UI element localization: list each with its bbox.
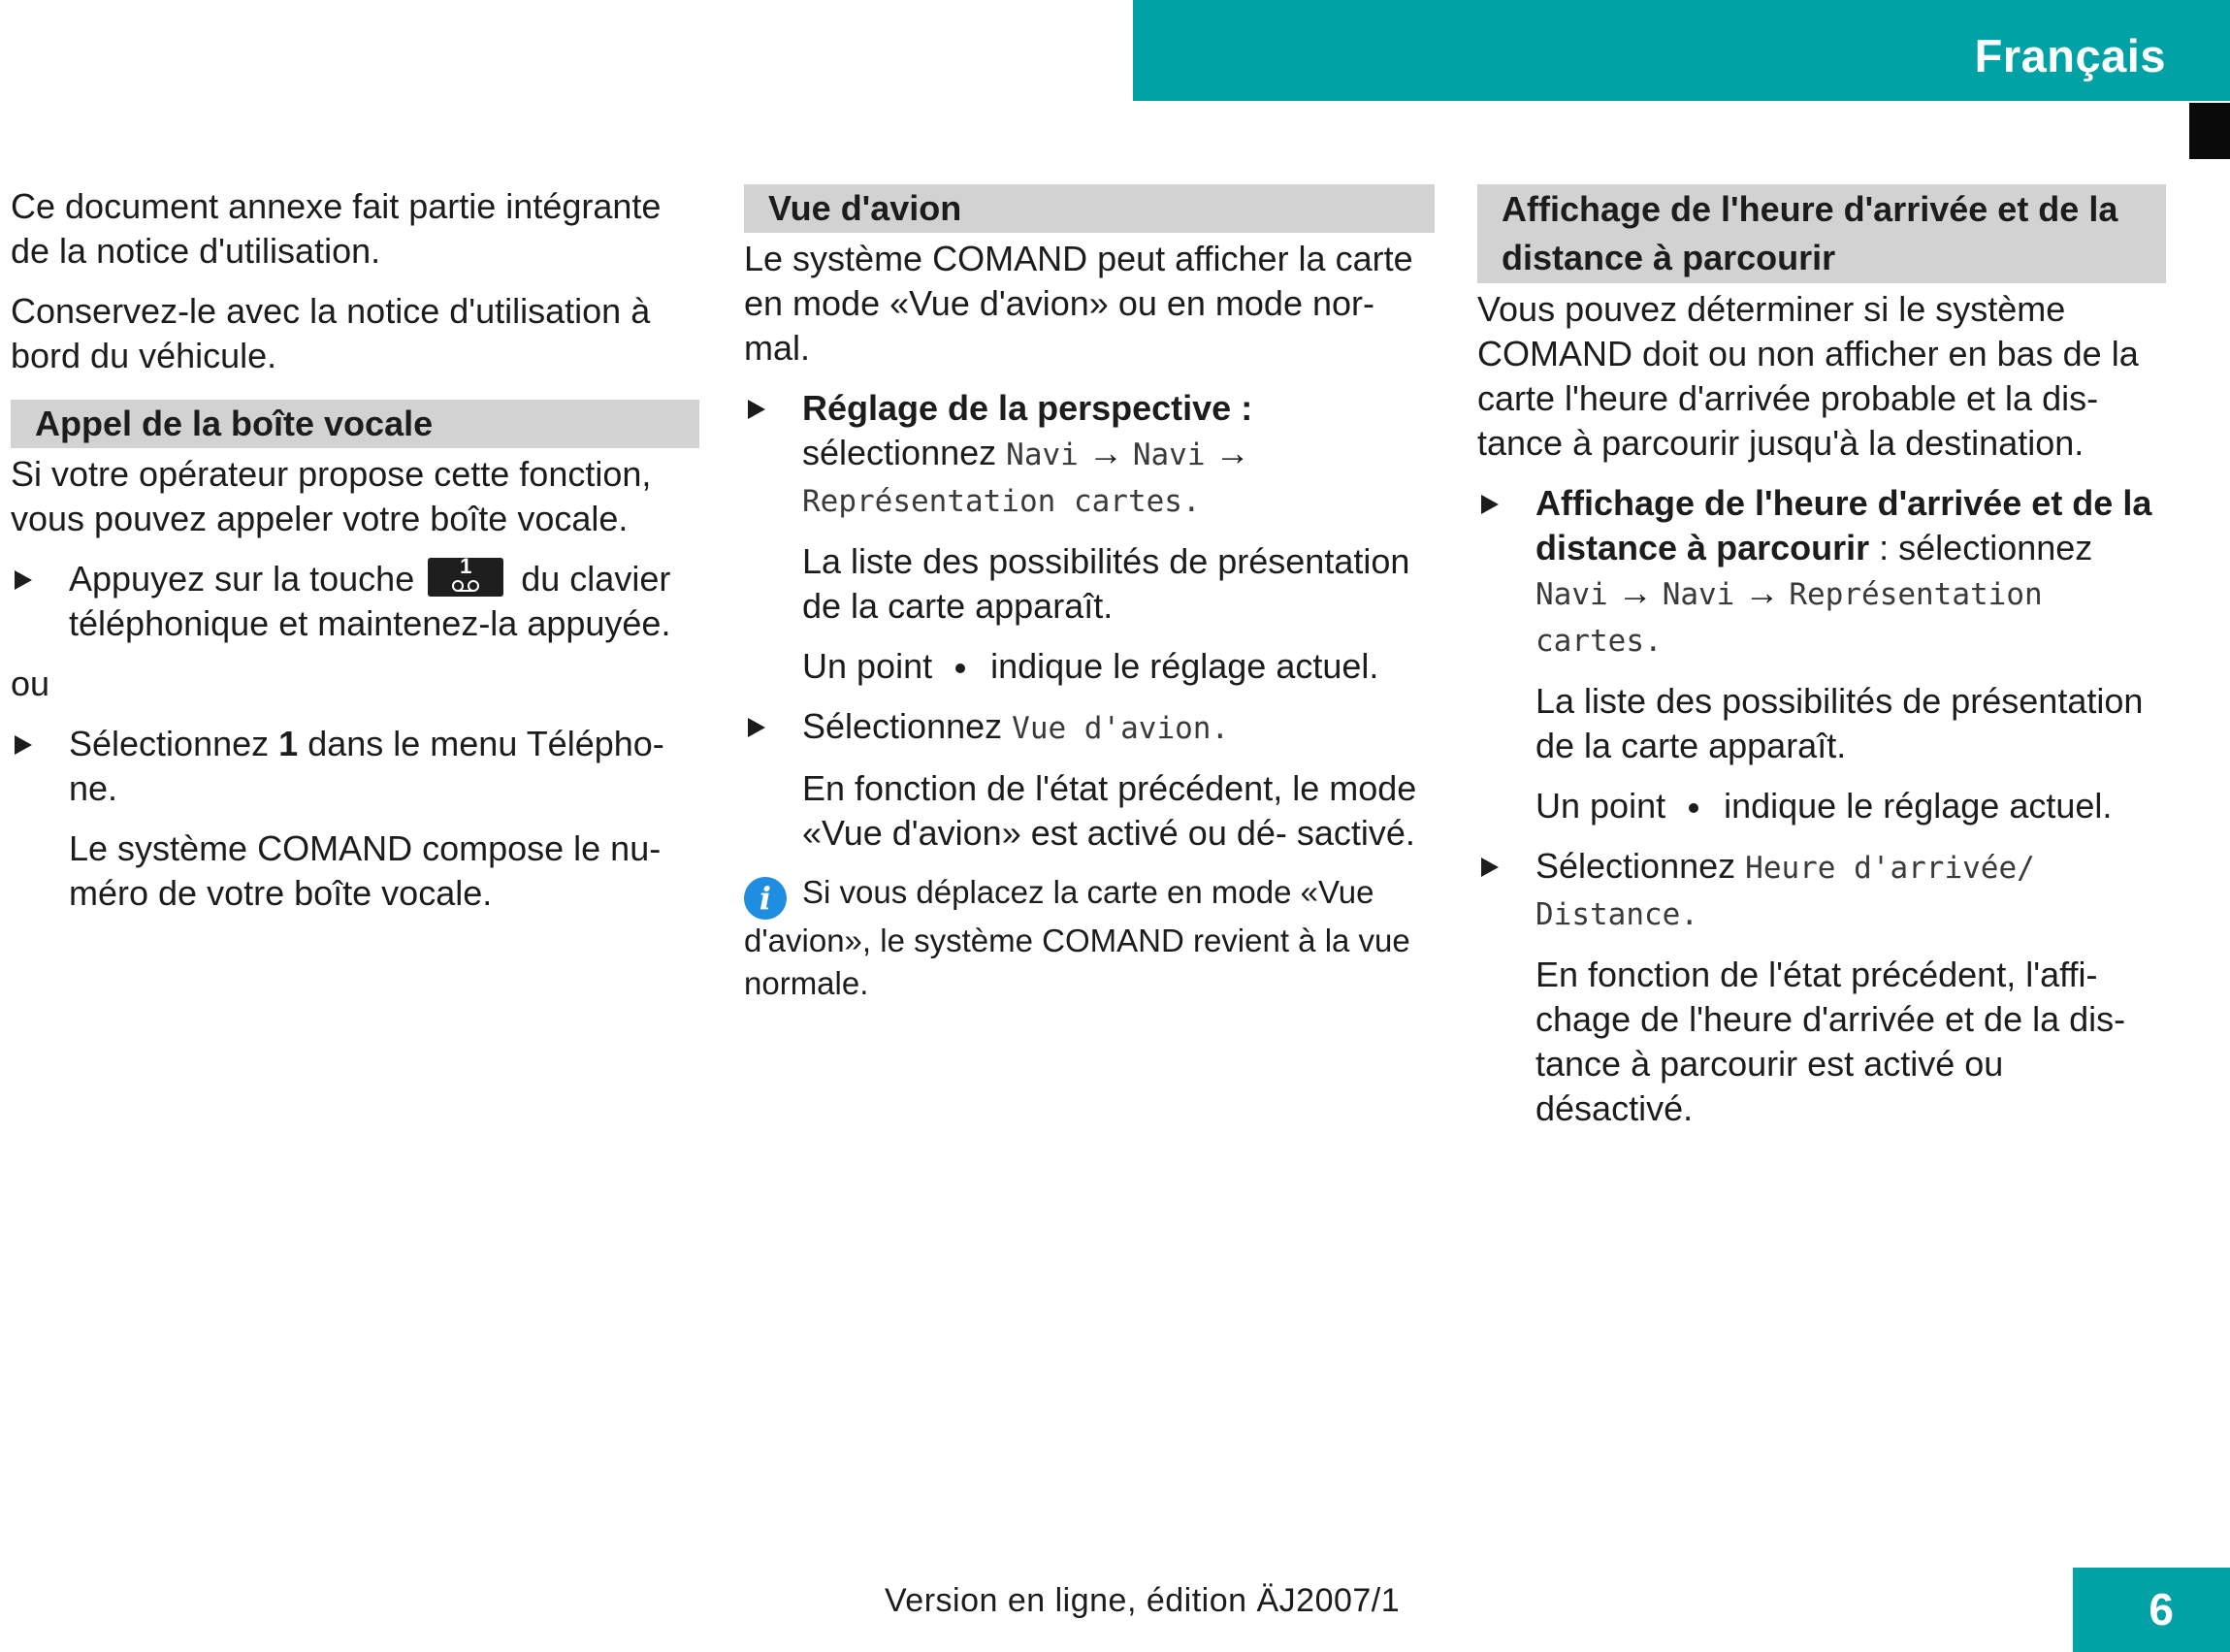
thumb-index-tab <box>2189 103 2230 159</box>
step-text: du clavier téléphonique et maintenez-la appuyée. <box>69 559 671 643</box>
list-appears-text: La liste des possibilités de présentation de la carte apparaît. <box>1535 681 2144 765</box>
step-press-key <box>11 554 699 646</box>
column-1 <box>11 184 699 931</box>
page-number: 6 <box>2073 1568 2230 1652</box>
step-arrow-icon <box>748 400 765 419</box>
step-arrow-icon <box>1481 495 1499 514</box>
info-icon: i <box>744 877 787 920</box>
arrow-icon: → <box>1744 572 1780 612</box>
arrow-icon: → <box>1617 572 1653 612</box>
menu-path-item: Navi <box>1006 437 1079 472</box>
step-arrow-icon <box>15 570 32 590</box>
menu-path-item: Représentation cartes <box>802 484 1182 519</box>
step-text: Sélectionnez <box>802 706 1003 746</box>
step-result: En fonction de l'état précédent, l'affi- chage de l'heure d'arrivée et de la dis- tance à parcourir est activé ou désactivé. <box>1535 955 2126 1128</box>
step-perspective <box>744 386 1435 524</box>
intro-paragraph-2: Conservez-le avec la notice d'utilisation à bord du véhicule. <box>11 291 651 375</box>
list-appears-text: La liste des possibilités de présentation de la carte apparaît. <box>802 541 1410 626</box>
intro-paragraph-1: Ce document annexe fait partie intégrante de la notice d'utilisation. <box>11 186 662 271</box>
point-text: indique le réglage actuel. <box>1724 786 2113 826</box>
point-text: Un point <box>802 646 933 686</box>
voicemail-icon <box>451 579 480 593</box>
menu-path-item: Heure d'arrivée/ Distance <box>1535 851 2035 932</box>
info-note <box>744 871 1435 1005</box>
or-text: ou <box>11 664 50 703</box>
current-setting-text <box>744 644 1435 689</box>
current-setting-text <box>1477 784 2166 828</box>
arrow-icon: → <box>1214 433 1250 472</box>
step-bold-title: Réglage de la perspective : <box>802 388 1253 428</box>
column-3 <box>1477 184 2166 1147</box>
step-result: Le système COMAND compose le nu- méro de votre boîte vocale. <box>69 828 662 913</box>
step-text: dans le menu Télépho- ne. <box>69 724 664 808</box>
info-text: Si vous déplacez la carte en mode «Vue d'avion», le système COMAND revient à la vue normale. <box>744 874 1410 1001</box>
section-heading-aerial-view: Vue d'avion <box>744 184 1435 233</box>
step-arrival-display <box>1477 481 2166 664</box>
step-bold-number: 1 <box>278 724 299 763</box>
arrival-time-paragraph: Vous pouvez déterminer si le système COMAND doit ou non afficher en bas de la carte l'heure d'arrivée probable et la dis- tance à parcourir jusqu'à la destination. <box>1477 289 2139 463</box>
menu-path-item: Représentation cartes <box>1535 577 2043 659</box>
voicemail-key-icon <box>428 554 503 597</box>
point-text: indique le réglage actuel. <box>990 646 1379 686</box>
arrow-icon: → <box>1087 433 1123 472</box>
period: . <box>1211 711 1230 746</box>
step-text: Sélectionnez <box>1535 846 1736 886</box>
step-arrow-icon <box>748 718 765 737</box>
bullet-dot-icon <box>1689 803 1698 813</box>
menu-path-item: Navi <box>1662 577 1735 612</box>
step-result: En fonction de l'état précédent, le mode «Vue d'avion» est activé ou dé- sactivé. <box>802 768 1417 853</box>
aerial-view-paragraph: Le système COMAND peut afficher la carte en mode «Vue d'avion» ou en mode nor- mal. <box>744 239 1413 368</box>
step-select-menu <box>11 722 699 811</box>
step-bold-title: Affichage de l'heure d'arrivée et de la distance à parcourir <box>1535 483 2152 567</box>
step-text: Appuyez sur la touche <box>69 559 415 599</box>
menu-path-item: Navi <box>1132 437 1206 472</box>
step-text: sélectionnez <box>802 433 997 472</box>
step-arrow-icon <box>15 735 32 755</box>
step-arrow-icon <box>1481 858 1499 877</box>
step-select-aerial-view <box>744 704 1435 751</box>
footer-version: Version en ligne, édition ÄJ2007/1 <box>885 1582 1401 1619</box>
voicemail-paragraph: Si votre opérateur propose cette fonction, vous pouvez appeler votre boîte vocale. <box>11 454 652 538</box>
step-text: Sélectionnez <box>69 724 270 763</box>
section-heading-voicemail: Appel de la boîte vocale <box>11 400 699 448</box>
step-select-arrival-distance <box>1477 844 2166 937</box>
period: . <box>1643 624 1663 659</box>
section-heading-arrival-time: Affichage de l'heure d'arrivée et de la distance à parcourir <box>1477 184 2166 283</box>
language-label: Français <box>1974 30 2166 81</box>
column-2 <box>744 184 1435 1005</box>
point-text: Un point <box>1535 786 1666 826</box>
period: . <box>1181 484 1201 519</box>
menu-path-item: Vue d'avion <box>1012 711 1212 746</box>
menu-path-item: Navi <box>1535 577 1608 612</box>
step-text: : sélectionnez <box>1879 528 2093 567</box>
header-band <box>1133 0 2230 101</box>
key-number: 1 <box>460 554 472 578</box>
bullet-dot-icon <box>955 664 965 673</box>
period: . <box>1680 897 1698 932</box>
